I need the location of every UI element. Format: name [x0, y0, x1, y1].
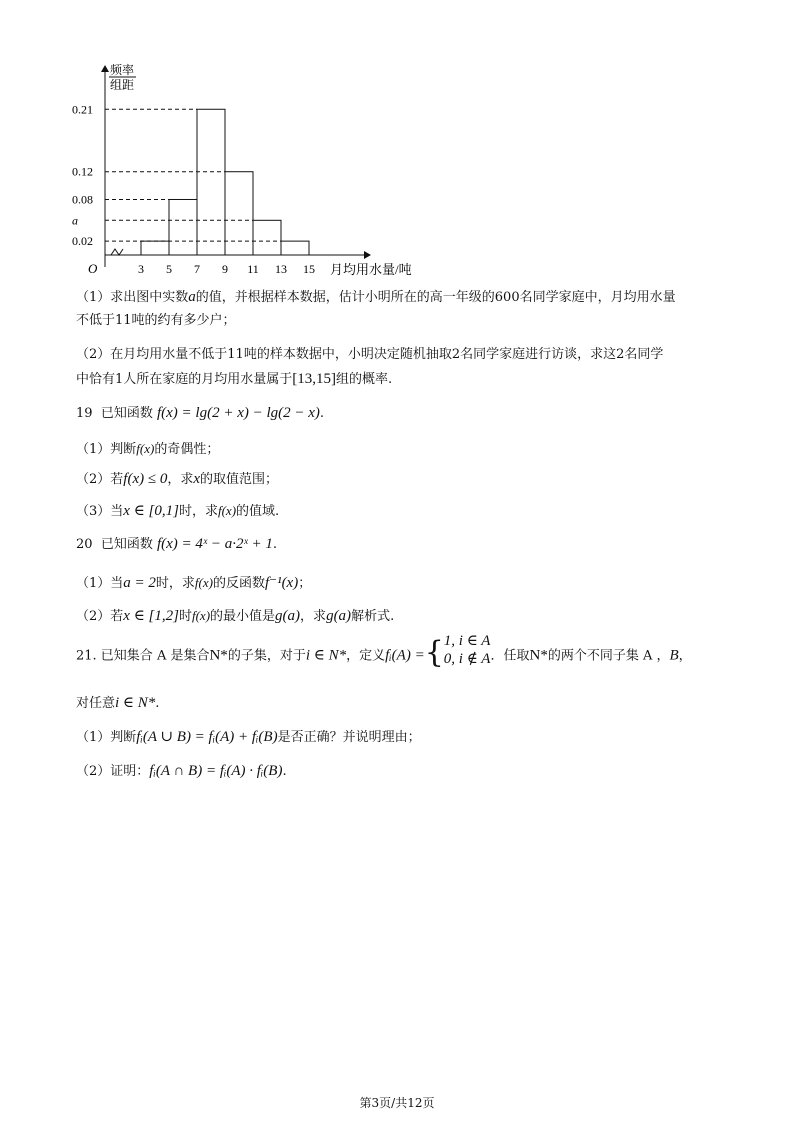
y-tick-label: 0.21	[72, 102, 93, 117]
q21-part2: （2）证明：fᵢ(A ∩ B) = fᵢ(A) · fᵢ(B).	[76, 763, 287, 779]
y-tick-label: 0.12	[72, 164, 93, 179]
histogram-bar	[225, 172, 253, 255]
x-axis-label: 月均用水量/吨	[330, 262, 412, 277]
x-tick-label: 5	[166, 262, 172, 276]
piecewise-cases: 1, i ∈ A 0, i ∉ A	[443, 633, 491, 667]
q20-title: 20 已知函数 f(x) = 4ˣ − a·2ˣ + 1.	[76, 536, 278, 552]
x-tick-label: 9	[222, 262, 228, 276]
x-tick-label: 3	[138, 262, 144, 276]
origin-label: O	[88, 261, 98, 276]
q18-part2-line2: 中恰有1人所在家庭的月均用水量属于[13,15]组的概率.	[76, 371, 393, 387]
q18-part1-line2: 不低于11吨的约有多少户；	[76, 313, 236, 328]
histogram-bar	[253, 220, 281, 255]
histogram-bar	[141, 241, 169, 255]
y-axis-label-top: 频率	[110, 63, 135, 77]
q19-part1: （1）判断f(x)的奇偶性；	[76, 441, 220, 457]
x-tick-label: 13	[275, 262, 287, 276]
q19-part3: （3）当x ∈ [0,1]时，求f(x)的值域.	[76, 503, 280, 519]
q19-part2: （2）若f(x) ≤ 0，求x的取值范围；	[76, 471, 279, 487]
x-tick-label: 11	[247, 262, 259, 276]
q18-part1-line1: （1）求出图中实数a的值，并根据样本数据，估计小明所在的高一年级的600名同学家庭中，月均用水量	[76, 289, 676, 305]
q19-title: 19 已知函数 f(x) = lg(2 + x) − lg(2 − x).	[76, 405, 325, 421]
q18-part2-line1: （2）在月均用水量不低于11吨的样本数据中，小明决定随机抽取2名同学家庭进行访谈，求这2名同学	[76, 347, 664, 362]
q20-part1: （1）当a = 2时，求f(x)的反函数f⁻¹(x)；	[76, 575, 312, 591]
page-footer: 第3页/共12页	[359, 1096, 435, 1110]
q21-line2: 对任意i ∈ N*.	[76, 695, 160, 711]
y-axis-label-bottom: 组距	[110, 78, 135, 92]
piecewise-brace: {	[424, 635, 444, 670]
y-tick-label: a	[72, 213, 78, 228]
histogram-bar	[281, 241, 309, 255]
histogram-bar	[169, 199, 197, 255]
x-tick-label: 7	[194, 262, 200, 276]
q20-part2: （2）若x ∈ [1,2]时f(x)的最小值是g(a)，求g(a)解析式.	[76, 608, 395, 624]
axis-break	[111, 249, 123, 255]
q21-title: 21. 已知集合 A 是集合N*的子集，对于i ∈ N*，定义fᵢ(A) ={ 1, i ∈ A 0, i ∉ A ．任取N*的两个不同子集 A ，B，	[76, 633, 692, 670]
q21-part1: （1）判断fᵢ(A ∪ B) = fᵢ(A) + fᵢ(B)是否正确？并说明理由；	[76, 729, 421, 745]
histogram-bar	[197, 109, 225, 255]
y-tick-label: 0.08	[72, 192, 93, 207]
x-tick-label: 15	[303, 262, 315, 276]
histogram-chart	[0, 0, 794, 290]
y-tick-label: 0.02	[72, 234, 93, 249]
